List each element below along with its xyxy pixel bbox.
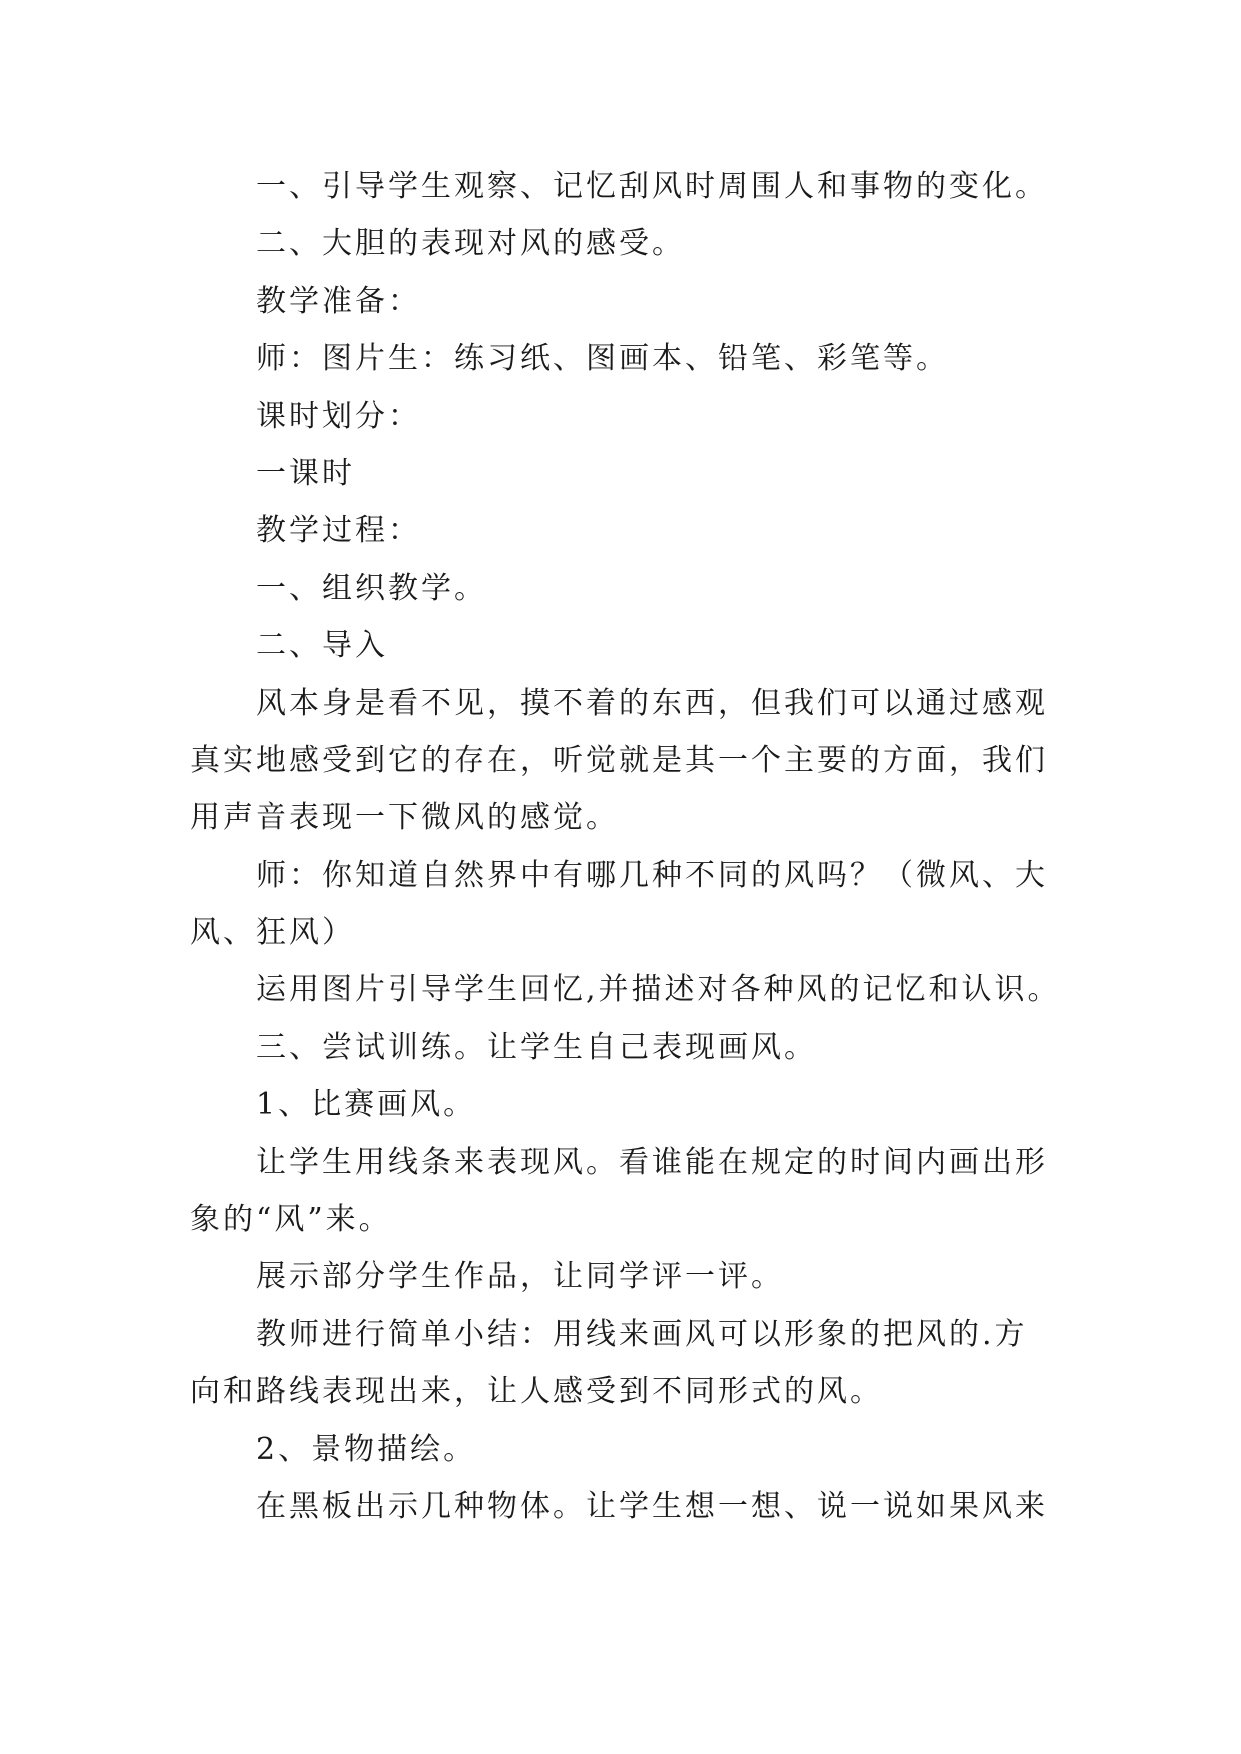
text-line: 教师进行简单小结：用线来画风可以形象的把风的.方 xyxy=(256,1316,1028,1352)
text-line: 向和路线表现出来，让人感受到不同形式的风。 xyxy=(190,1374,883,1410)
text-line: 课时划分： xyxy=(256,398,421,434)
text-line: 运用图片引导学生回忆,并描述对各种风的记忆和认识。 xyxy=(256,972,1061,1008)
text-line: 风、狂风） xyxy=(190,915,355,951)
text-line: 让学生用线条来表现风。看谁能在规定的时间内画出形 xyxy=(256,1144,1048,1180)
text-line: 用声音表现一下微风的感觉。 xyxy=(190,800,619,836)
text-line: 二、大胆的表现对风的感受。 xyxy=(256,226,685,262)
text-line: 教学过程： xyxy=(256,513,421,549)
text-line: 师：你知道自然界中有哪几种不同的风吗？（微风、大 xyxy=(256,857,1048,893)
text-line: 风本身是看不见，摸不着的东西，但我们可以通过感观 xyxy=(256,685,1048,721)
text-line: 在黑板出示几种物体。让学生想一想、说一说如果风来 xyxy=(256,1488,1048,1524)
text-line: 二、导入 xyxy=(256,628,388,664)
text-line: 三、尝试训练。让学生自己表现画风。 xyxy=(256,1029,817,1065)
text-line: 1、比赛画风。 xyxy=(256,1087,477,1123)
text-line: 真实地感受到它的存在，听觉就是其一个主要的方面，我们 xyxy=(190,742,1048,778)
text-line: 一、组织教学。 xyxy=(256,570,487,606)
text-line: 教学准备： xyxy=(256,283,421,319)
text-line: 象的“风”来。 xyxy=(190,1202,392,1238)
text-line: 一课时 xyxy=(256,455,355,491)
text-line: 师：图片生：练习纸、图画本、铅笔、彩笔等。 xyxy=(256,341,949,377)
text-line: 展示部分学生作品，让同学评一评。 xyxy=(256,1259,784,1295)
text-line: 一、引导学生观察、记忆刮风时周围人和事物的变化。 xyxy=(256,169,1048,204)
text-line: 2、景物描绘。 xyxy=(256,1431,477,1467)
document-body xyxy=(190,158,1070,1535)
